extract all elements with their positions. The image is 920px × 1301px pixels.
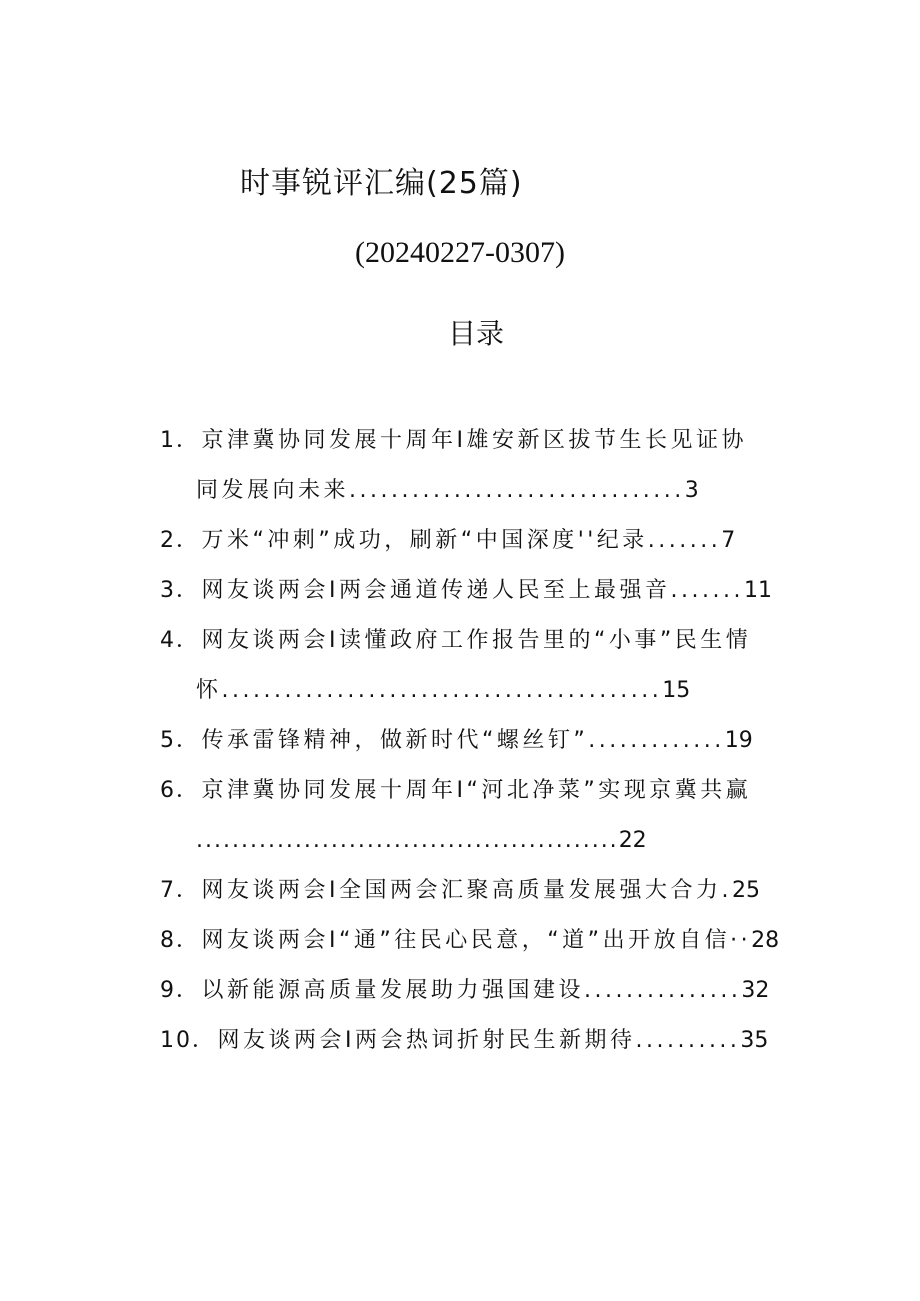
toc-item-number: 7 bbox=[160, 878, 176, 903]
toc-item-4[interactable] bbox=[160, 630, 751, 652]
toc-item-number: 4 bbox=[160, 628, 176, 653]
toc-item-1[interactable] bbox=[160, 430, 747, 452]
toc-page-number: 32 bbox=[741, 978, 770, 1003]
toc-item-text: ............................................... bbox=[196, 828, 619, 853]
toc-item-text: ．京津冀协同发展十周年I雄安新区拔节生长见证协 bbox=[176, 428, 747, 453]
toc-item-number: 10 bbox=[160, 1028, 192, 1053]
toc-item-9[interactable] bbox=[160, 980, 769, 1002]
toc-item-2[interactable] bbox=[160, 530, 735, 552]
toc-item-10[interactable] bbox=[160, 1030, 768, 1052]
toc-page-number: 15 bbox=[662, 678, 691, 703]
toc-item-text: ．以新能源高质量发展助力强国建设............... bbox=[176, 978, 742, 1003]
toc-item-number: 6 bbox=[160, 778, 176, 803]
toc-item-text: ．网友谈两会I读懂政府工作报告里的“小事”民生情 bbox=[176, 628, 752, 653]
toc-item-number: 2 bbox=[160, 528, 176, 553]
toc-item-text: ．传承雷锋精神，做新时代“螺丝钉”............. bbox=[176, 728, 725, 753]
toc-page-number: 3 bbox=[684, 478, 699, 503]
toc-page-number: 22 bbox=[618, 828, 647, 853]
toc-item-number: 9 bbox=[160, 978, 176, 1003]
toc-item-text: 同发展向未来................................ bbox=[196, 478, 685, 503]
toc-page-number: 35 bbox=[740, 1028, 769, 1053]
toc-item-number: 5 bbox=[160, 728, 176, 753]
toc-heading: 目录 bbox=[448, 317, 505, 350]
toc-item-1-cont[interactable] bbox=[196, 480, 699, 502]
toc-item-number: 1 bbox=[160, 428, 176, 453]
document-title: 时事锐评汇编(25篇) bbox=[240, 166, 523, 201]
date-range: (20240227-0307) bbox=[355, 236, 565, 269]
toc-item-text: ．网友谈两会I两会热词折射民生新期待.......... bbox=[192, 1028, 741, 1053]
toc-page-number: 7 bbox=[721, 528, 736, 553]
toc-item-number: 8 bbox=[160, 928, 176, 953]
toc-item-text: ．网友谈两会I“通”往民心民意，“道”出开放自信·· bbox=[176, 928, 752, 953]
toc-page-number: 28 bbox=[751, 928, 780, 953]
toc-item-4-cont[interactable] bbox=[196, 680, 690, 702]
toc-item-text: ．京津冀协同发展十周年I“河北净菜”实现京冀共赢 bbox=[176, 778, 752, 803]
toc-item-8[interactable] bbox=[160, 930, 779, 952]
toc-item-text: ．网友谈两会I全国两会汇聚高质量发展强大合力. bbox=[176, 878, 732, 903]
toc-item-number: 3 bbox=[160, 578, 176, 603]
toc-item-3[interactable] bbox=[160, 580, 772, 602]
toc-item-text: ．网友谈两会I两会通道传递人民至上最强音....... bbox=[176, 578, 744, 603]
toc-page-number: 19 bbox=[724, 728, 753, 753]
toc-page-number: 25 bbox=[731, 878, 760, 903]
toc-item-5[interactable] bbox=[160, 730, 753, 752]
toc-item-6[interactable] bbox=[160, 780, 751, 802]
toc-item-text: ．万米“冲刺”成功，刷新“中国深度''纪录....... bbox=[176, 528, 722, 553]
toc-item-6-cont[interactable] bbox=[196, 830, 647, 852]
toc-item-7[interactable] bbox=[160, 880, 760, 902]
toc-page-number: 11 bbox=[743, 578, 772, 603]
toc-item-text: 怀.......................................... bbox=[196, 678, 663, 703]
